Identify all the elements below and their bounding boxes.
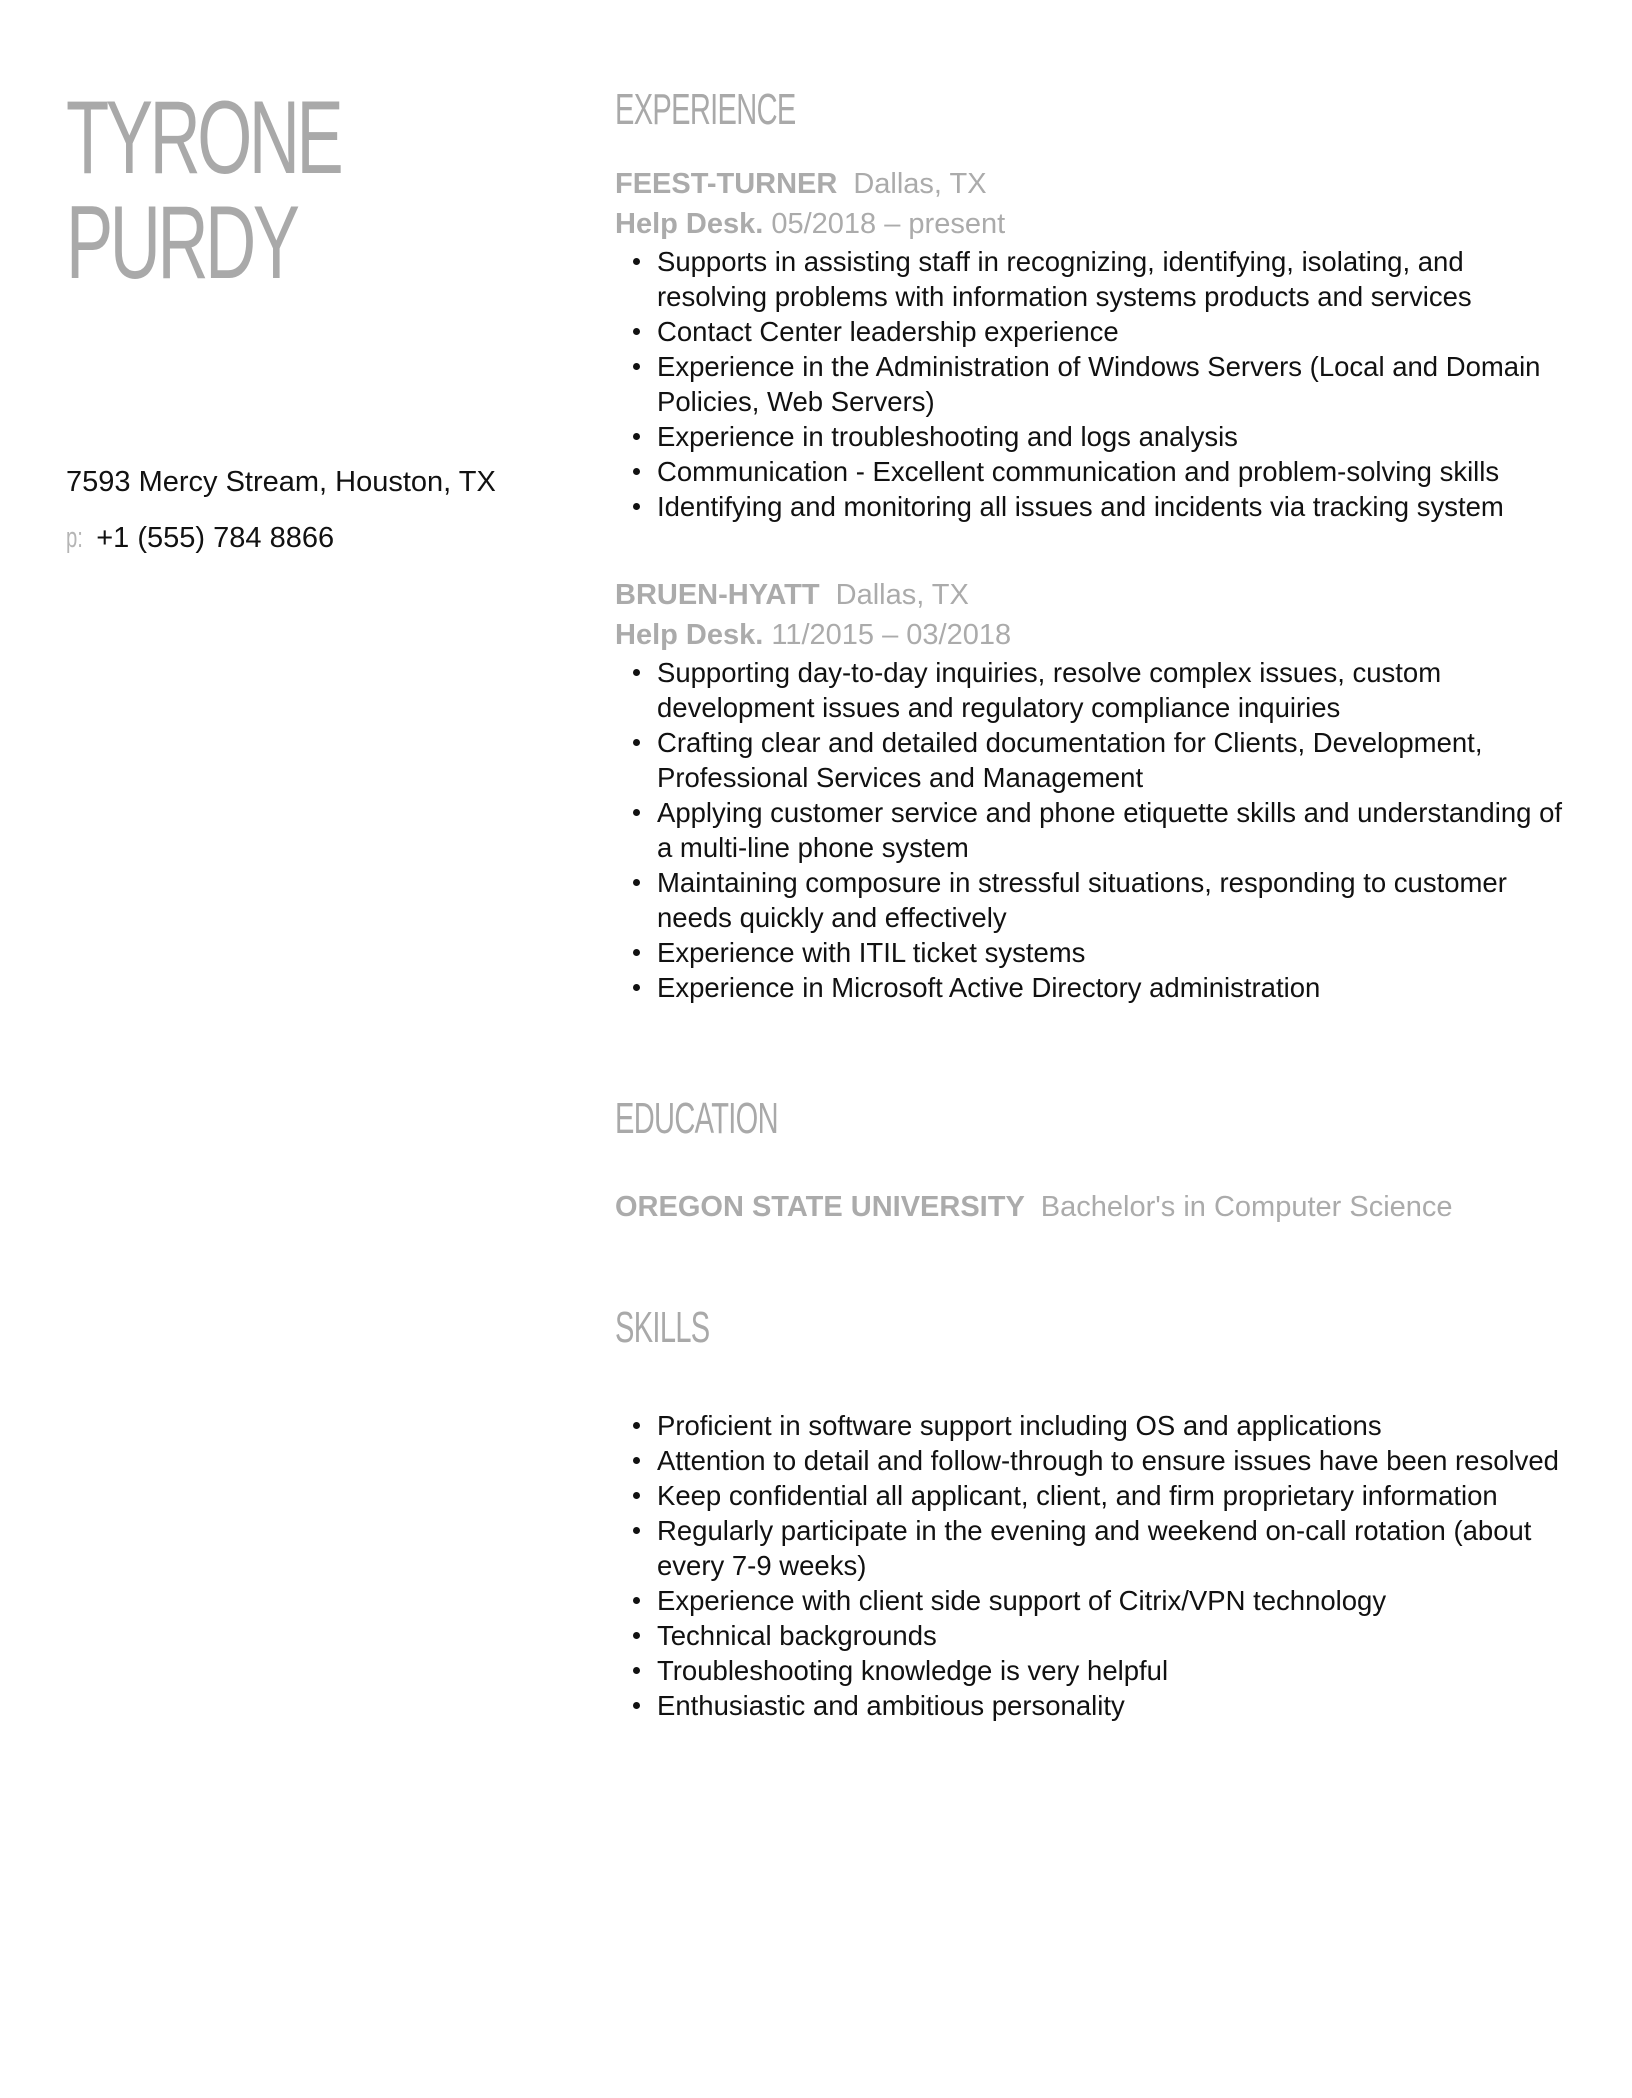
job-title: Help Desk. bbox=[615, 208, 764, 240]
list-item: Experience in the Administration of Windows Servers (Local and Domain Policies, Web Servers) bbox=[657, 349, 1575, 419]
list-item: Contact Center leadership experience bbox=[657, 314, 1575, 349]
list-item: Communication - Excellent communication and problem-solving skills bbox=[657, 454, 1575, 489]
list-item: Applying customer service and phone etiquette skills and understanding of a multi-line phone system bbox=[657, 795, 1575, 865]
last-name: PURDY bbox=[66, 185, 297, 301]
name-block bbox=[66, 80, 566, 301]
list-item: Keep confidential all applicant, client, and firm proprietary information bbox=[657, 1478, 1575, 1513]
list-item: Experience in Microsoft Active Directory administration bbox=[657, 970, 1575, 1005]
contact-block bbox=[66, 462, 496, 558]
list-item: Regularly participate in the evening and weekend on-call rotation (about every 7-9 weeks) bbox=[657, 1513, 1575, 1583]
phone-label: p: bbox=[66, 522, 83, 554]
degree: Bachelor's in Computer Science bbox=[1040, 1191, 1453, 1223]
skills-title: SKILLS bbox=[615, 1303, 710, 1352]
job-bullets bbox=[615, 655, 1575, 1005]
first-name: TYRONE bbox=[66, 80, 341, 196]
company-name: FEEST-TURNER bbox=[615, 168, 838, 200]
list-item: Maintaining composure in stressful situations, responding to customer needs quickly and effectively bbox=[657, 865, 1575, 935]
experience-section bbox=[615, 84, 1575, 1005]
address: 7593 Mercy Stream, Houston, TX bbox=[66, 466, 496, 498]
list-item: Crafting clear and detailed documentation for Clients, Development, Professional Services and Management bbox=[657, 725, 1575, 795]
list-item: Supports in assisting staff in recognizing, identifying, isolating, and resolving problems with information systems products and services bbox=[657, 244, 1575, 314]
phone-number: +1 (555) 784 8866 bbox=[96, 522, 335, 554]
list-item: Supporting day-to-day inquiries, resolve complex issues, custom development issues and regulatory compliance inquiries bbox=[657, 655, 1575, 725]
skills-section bbox=[615, 1302, 1575, 1723]
education-entry bbox=[615, 1187, 1575, 1227]
job-location: Dallas, TX bbox=[835, 579, 969, 611]
job-entry bbox=[615, 575, 1575, 1005]
job-header bbox=[615, 575, 1575, 615]
job-role-line bbox=[615, 204, 1575, 244]
job-role-line bbox=[615, 615, 1575, 655]
list-item: Proficient in software support including OS and applications bbox=[657, 1408, 1575, 1443]
main-column bbox=[615, 84, 1575, 1723]
skills-list bbox=[615, 1408, 1575, 1723]
job-dates: 05/2018 – present bbox=[771, 208, 1006, 240]
job-entry bbox=[615, 164, 1575, 524]
job-header bbox=[615, 164, 1575, 204]
list-item: Experience with ITIL ticket systems bbox=[657, 935, 1575, 970]
list-item: Enthusiastic and ambitious personality bbox=[657, 1688, 1575, 1723]
experience-title: EXPERIENCE bbox=[615, 85, 796, 134]
list-item: Identifying and monitoring all issues and incidents via tracking system bbox=[657, 489, 1575, 524]
phone-line bbox=[66, 518, 496, 558]
list-item: Experience in troubleshooting and logs analysis bbox=[657, 419, 1575, 454]
job-bullets bbox=[615, 244, 1575, 524]
job-dates: 11/2015 – 03/2018 bbox=[771, 619, 1012, 651]
education-section bbox=[615, 1093, 1575, 1227]
list-item: Troubleshooting knowledge is very helpful bbox=[657, 1653, 1575, 1688]
job-location: Dallas, TX bbox=[853, 168, 987, 200]
company-name: BRUEN-HYATT bbox=[615, 579, 820, 611]
list-item: Attention to detail and follow-through to ensure issues have been resolved bbox=[657, 1443, 1575, 1478]
job-title: Help Desk. bbox=[615, 619, 764, 651]
candidate-name bbox=[66, 80, 406, 301]
list-item: Experience with client side support of Citrix/VPN technology bbox=[657, 1583, 1575, 1618]
education-title: EDUCATION bbox=[615, 1094, 778, 1143]
school-name: OREGON STATE UNIVERSITY bbox=[615, 1191, 1025, 1223]
list-item: Technical backgrounds bbox=[657, 1618, 1575, 1653]
